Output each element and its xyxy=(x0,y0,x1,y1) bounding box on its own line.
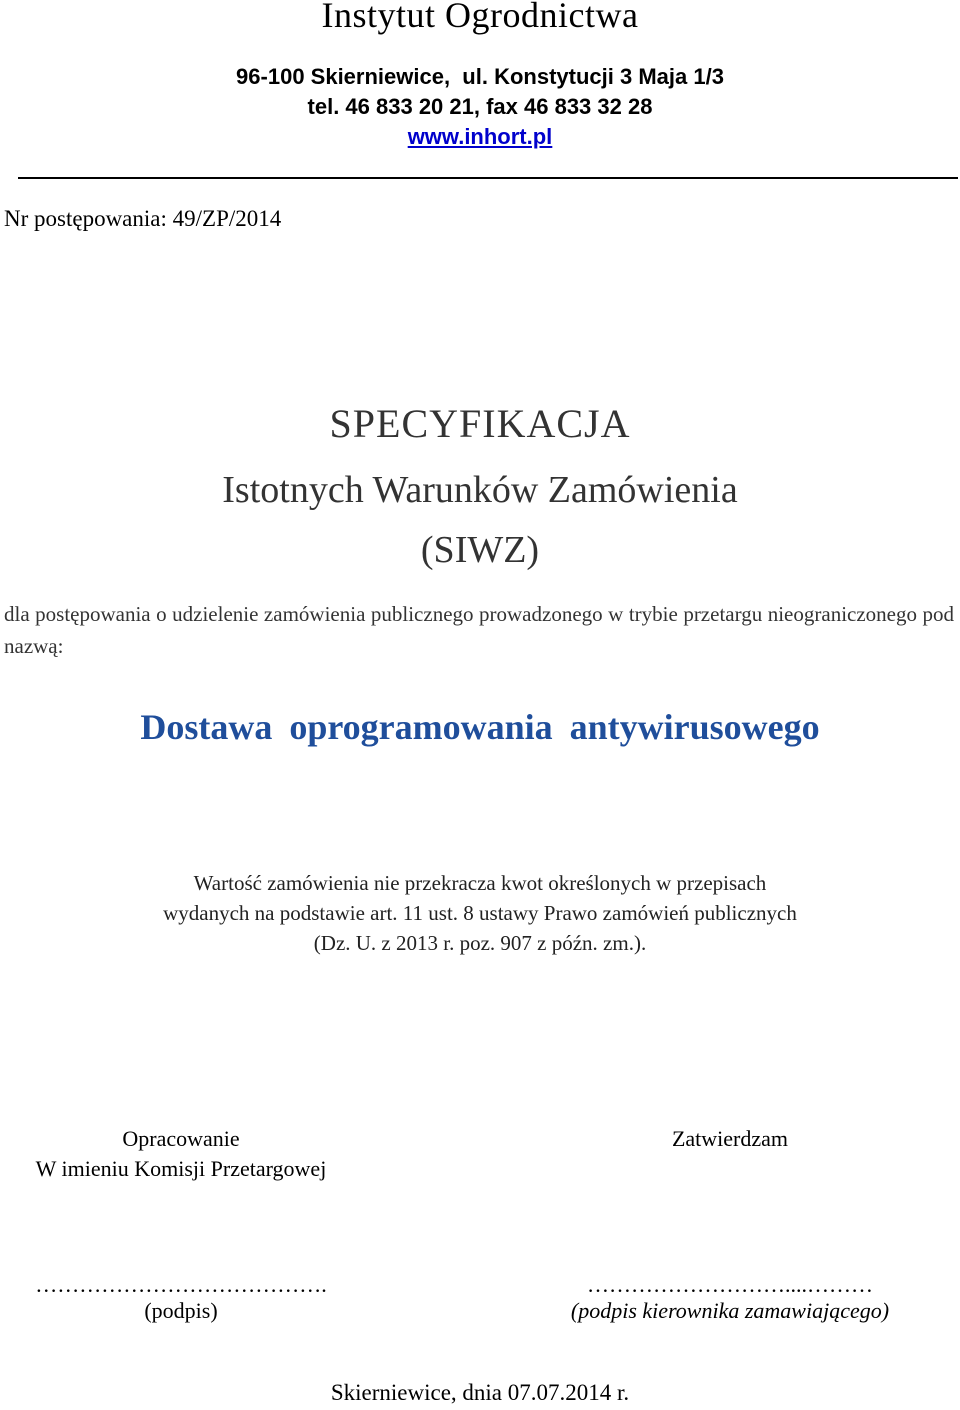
value-note-line: (Dz. U. z 2013 r. poz. 907 z późn. zm.). xyxy=(313,931,647,955)
prepared-by-block xyxy=(0,1124,362,1184)
prepared-label: Opracowanie xyxy=(122,1126,240,1151)
website-line xyxy=(0,124,960,150)
signature-line-left: …………………………………. xyxy=(35,1272,327,1297)
case-number: Nr postępowania: 49/ZP/2014 xyxy=(4,206,282,231)
address-line: 96-100 Skierniewice, ul. Konstytucji 3 Maja 1/3 xyxy=(236,64,724,89)
document-title: SPECYFIKACJA xyxy=(329,401,631,446)
value-note xyxy=(0,868,960,958)
place-and-date: Skierniewice, dnia 07.07.2014 r. xyxy=(330,1380,630,1405)
document-abbreviation: (SIWZ) xyxy=(420,529,540,571)
value-note-line: wydanych na podstawie art. 11 ust. 8 ustawy Prawo zamówień publicznych xyxy=(163,901,797,925)
procurement-subject: Dostawa oprogramowania antywirusowego xyxy=(140,707,820,747)
signature-caption-left: (podpis) xyxy=(144,1298,218,1323)
signature-caption-right: (podpis kierownika zamawiającego) xyxy=(570,1298,890,1323)
document-subtitle: Istotnych Warunków Zamówienia xyxy=(222,469,738,511)
procedure-description: dla postępowania o udzielenie zamówienia publicznego prowadzonego w trybie przetargu nieograniczonego pod nazwą: xyxy=(4,602,954,658)
header-divider xyxy=(18,177,958,179)
signature-line-right: ………………………....……… xyxy=(587,1272,873,1297)
value-note-line: Wartość zamówienia nie przekracza kwot określonych w przepisach xyxy=(193,871,767,895)
institution-name: Instytut Ogrodnictwa xyxy=(321,0,639,35)
phone-line: tel. 46 833 20 21, fax 46 833 32 28 xyxy=(307,94,653,119)
website-link[interactable]: www.inhort.pl xyxy=(407,124,553,149)
committee-label: W imieniu Komisji Przetargowej xyxy=(35,1156,327,1181)
approval-label: Zatwierdzam xyxy=(671,1126,789,1151)
